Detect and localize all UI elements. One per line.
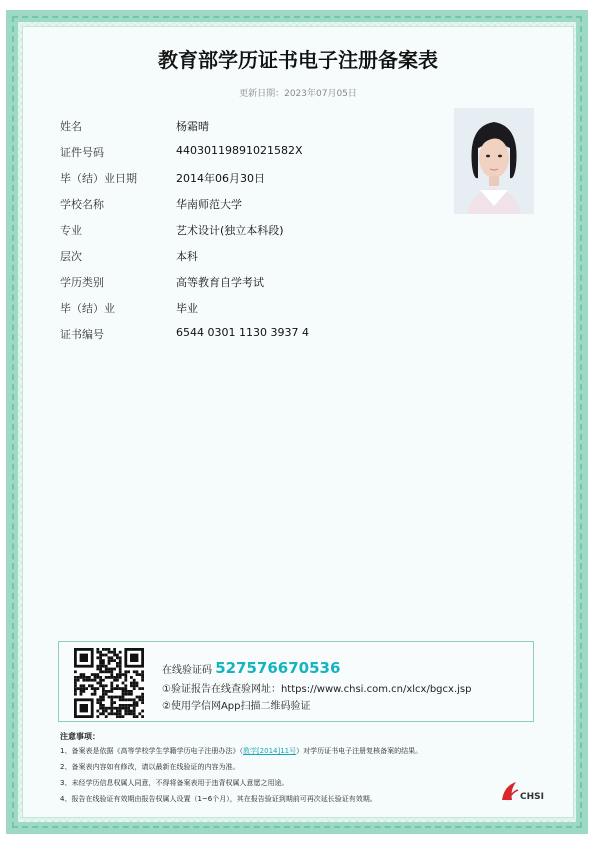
verify-url-line[interactable]: ①验证报告在线查验网址：https://www.chsi.com.cn/xlcx/bgcx.jsp <box>162 684 472 695</box>
field-label-name: 姓名 <box>60 120 82 133</box>
field-value-school: 华南师范大学 <box>176 198 242 211</box>
note-1-text-a: 1、备案表是依据《高等学校学生学籍学历电子注册办法》（ <box>60 747 243 755</box>
field-value-id: 44030119891021582X <box>176 144 303 157</box>
notes-title: 注意事项： <box>60 732 100 741</box>
field-label-id: 证件号码 <box>60 146 104 159</box>
note-item-1 <box>60 746 422 756</box>
note-1-text-b: ）对学历证书电子注册复核备案的结果。 <box>296 747 423 755</box>
update-date: 更新日期：2023年07月05日 <box>239 89 357 99</box>
field-label-level: 层次 <box>60 250 82 263</box>
verify-code-row <box>162 659 340 677</box>
field-value-category: 高等教育自学考试 <box>176 276 264 289</box>
verify-app-line: ②使用学信网App扫描二维码验证 <box>162 701 311 712</box>
field-label-cert-no: 证书编号 <box>60 328 104 341</box>
note-item-4: 4、报告在线验证有效期由报告权属人设置（1~6个月），其在报告验证到期前可再次延长验证有效期。 <box>60 795 377 803</box>
portrait-photo <box>454 108 534 214</box>
page-title: 教育部学历证书电子注册备案表 <box>158 48 438 72</box>
qr-code-icon[interactable] <box>74 648 144 718</box>
verify-code: 527576670536 <box>215 659 341 677</box>
field-value-major: 艺术设计(独立本科段) <box>176 224 284 237</box>
policy-link[interactable]: 教学[2014]11号 <box>242 747 297 755</box>
verify-code-label: 在线验证码 <box>162 665 212 676</box>
field-label-school: 学校名称 <box>60 198 104 211</box>
field-value-status: 毕业 <box>176 302 198 315</box>
field-label-grad-date: 毕（结）业日期 <box>60 172 137 185</box>
field-label-status: 毕（结）业 <box>60 302 115 315</box>
field-value-level: 本科 <box>176 250 198 263</box>
note-item-3: 3、未经学历信息权属人同意，不得将备案表用于违背权属人意愿之用途。 <box>60 779 289 787</box>
field-label-category: 学历类别 <box>60 276 104 289</box>
chsi-logo-text: CHSI <box>520 792 544 802</box>
field-value-cert-no: 6544 0301 1130 3937 4 <box>176 326 309 339</box>
field-label-major: 专业 <box>60 224 82 237</box>
note-item-2: 2、备案表内容如有修改，请以最新在线验证的内容为准。 <box>60 763 240 771</box>
field-value-name: 杨霜晴 <box>176 120 209 133</box>
field-value-grad-date: 2014年06月30日 <box>176 172 265 185</box>
